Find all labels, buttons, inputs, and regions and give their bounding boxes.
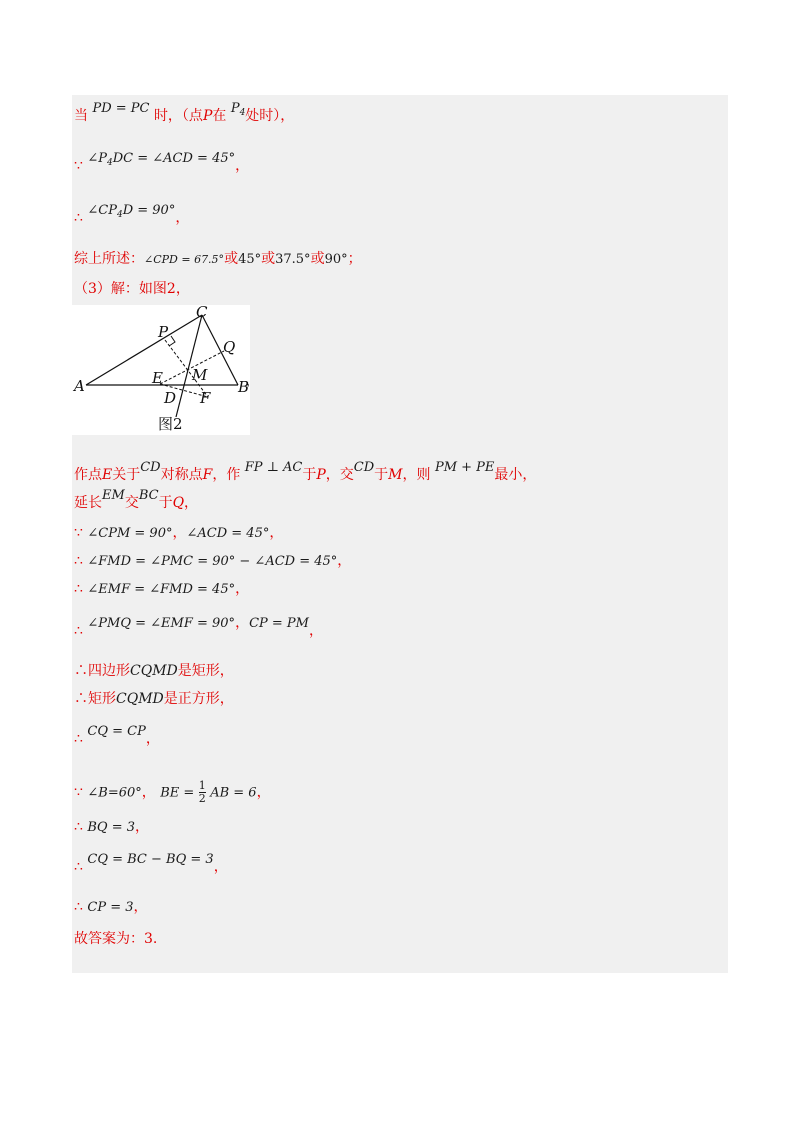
point-label: P (202, 108, 213, 124)
math: ∠FMD = ∠PMC = 90° − ∠ACD = 45° (87, 554, 338, 569)
figure-comma: ， (246, 374, 259, 388)
text: 是矩形， (177, 663, 234, 679)
line-therefore-3 (74, 578, 249, 598)
therefore-symbol: ∴ (74, 581, 83, 597)
text: 当 (74, 108, 88, 124)
text: ， (135, 819, 150, 835)
label-A: A (74, 377, 85, 395)
text: ， (235, 615, 250, 631)
text: 或 (310, 251, 325, 267)
label-M: M (192, 366, 208, 384)
line-therefore-4 (74, 615, 323, 640)
because-symbol: ∵ (74, 525, 83, 541)
text: ， (184, 495, 199, 511)
math: CQ = CP (87, 724, 146, 739)
text: 关于 (112, 467, 141, 483)
math: DC = ∠ACD = 45° (112, 151, 236, 166)
text: 处时）， (245, 108, 295, 124)
because-symbol: ∵ (74, 784, 83, 801)
text: ， (213, 859, 228, 875)
point-label: M (388, 467, 403, 483)
math: BE = (160, 785, 195, 801)
text: ，交 (325, 467, 354, 483)
text: ， (145, 731, 160, 747)
math: CQMD (116, 691, 164, 707)
math: PM + PE (434, 460, 495, 475)
numerator: 1 (198, 779, 206, 792)
therefore-symbol: ∴ (74, 210, 83, 226)
math: EM (102, 488, 125, 503)
text: ，则 (402, 467, 431, 483)
math: CP = 3 (87, 900, 134, 915)
line-because-1 (74, 151, 250, 176)
math: ∠P (87, 151, 108, 166)
text: ， (308, 623, 323, 639)
therefore-symbol: ∴ (74, 691, 88, 707)
therefore-symbol: ∴ (74, 819, 83, 835)
text: 或 (261, 251, 276, 267)
label-P: P (158, 323, 169, 341)
text: ， (175, 210, 190, 226)
line-therefore-1 (74, 203, 190, 228)
math: AB = 6 (210, 785, 257, 801)
text: ，作 (212, 467, 241, 483)
math: CD (353, 460, 375, 475)
math: ∠B=60° (87, 785, 142, 801)
text: 是正方形， (163, 691, 234, 707)
fraction (199, 780, 206, 805)
text: 矩形 (88, 691, 116, 707)
math: BQ = 3 (87, 820, 136, 835)
geometry-figure (72, 303, 259, 435)
text: 于 (158, 495, 173, 511)
therefore-symbol: ∴ (74, 899, 83, 915)
therefore-symbol: ∴ (74, 859, 83, 875)
text: 于 (374, 467, 389, 483)
point-label: F (202, 467, 213, 483)
math: ∠CPD = 67.5° (144, 253, 225, 266)
text: 于 (302, 467, 317, 483)
line-because-2 (74, 522, 283, 542)
math: ∠ACD = 45° (186, 526, 270, 541)
line-bq (74, 816, 149, 836)
line-extend (74, 488, 199, 512)
math: ∠EMF = ∠FMD = 45° (87, 582, 236, 597)
math-p4: P (230, 101, 240, 116)
answer-text: 故答案为：3. (74, 931, 158, 947)
math: ∠CPM = 90° (87, 526, 173, 541)
line-summary (74, 248, 362, 268)
text: ， (141, 784, 156, 801)
text: ， (235, 581, 250, 597)
line-therefore-2 (74, 550, 351, 570)
label-C: C (196, 303, 208, 321)
line-because-3 (74, 780, 271, 805)
math: BC (138, 488, 159, 503)
text: ， (337, 553, 352, 569)
math: CQ = BC − BQ = 3 (87, 852, 214, 867)
line-construction (74, 460, 537, 484)
point-label: Q (172, 495, 185, 511)
text: 在 (212, 108, 227, 124)
math: FP ⊥ AC (244, 460, 303, 475)
text: 时，（点 (153, 108, 203, 124)
subscript: 4 (107, 158, 113, 168)
math: CQMD (130, 663, 178, 679)
line-condition (74, 101, 295, 126)
text: ， (269, 525, 284, 541)
label-E: E (152, 369, 163, 387)
text: 综上所述： (74, 251, 144, 267)
line-answer (74, 928, 157, 948)
denominator: 2 (198, 792, 206, 805)
math: 37.5° (275, 252, 311, 267)
math: CD (140, 460, 161, 475)
text: 或 (224, 251, 239, 267)
text: ， (235, 158, 250, 174)
subscript: 4 (116, 210, 123, 220)
text: ， (256, 784, 271, 801)
math: D = 90° (122, 203, 176, 218)
text: 延长 (74, 495, 102, 511)
line-square (74, 688, 234, 708)
segment-AC (86, 315, 202, 385)
math: ∠PMQ = ∠EMF = 90° (87, 616, 236, 631)
line-part3-heading (74, 278, 190, 298)
because-symbol: ∵ (74, 158, 83, 174)
math: CP = PM (249, 616, 309, 631)
text: ， (133, 899, 148, 915)
text: 交 (124, 495, 139, 511)
text: 最小， (494, 467, 537, 483)
math: ∠CP (87, 203, 117, 218)
text: 四边形 (88, 663, 130, 679)
math-pd-pc: PD = PC (92, 101, 150, 116)
text: ； (347, 251, 362, 267)
point-label: E (102, 467, 113, 483)
triangle-diagram (72, 303, 259, 435)
line-cq (74, 852, 228, 876)
therefore-symbol: ∴ (74, 623, 83, 639)
line-cq-cp (74, 724, 160, 748)
text: （3）解：如图2， (74, 281, 190, 297)
right-angle-mark (169, 336, 175, 346)
therefore-symbol: ∴ (74, 731, 83, 747)
label-Q: Q (223, 338, 236, 356)
text: 对称点 (160, 467, 203, 483)
label-F: F (200, 389, 211, 407)
therefore-symbol: ∴ (74, 663, 88, 679)
text: ， (172, 525, 187, 541)
figure-caption: 图2 (158, 415, 183, 433)
point-label: P (316, 467, 326, 483)
line-cp (74, 896, 148, 916)
label-D: D (164, 389, 177, 407)
line-rectangle (74, 660, 234, 680)
therefore-symbol: ∴ (74, 553, 83, 569)
text: 作点 (74, 467, 102, 483)
math: 45° (238, 252, 262, 267)
math: 90° (324, 252, 348, 267)
label-B: B (238, 378, 250, 396)
subscript: 4 (239, 108, 246, 118)
